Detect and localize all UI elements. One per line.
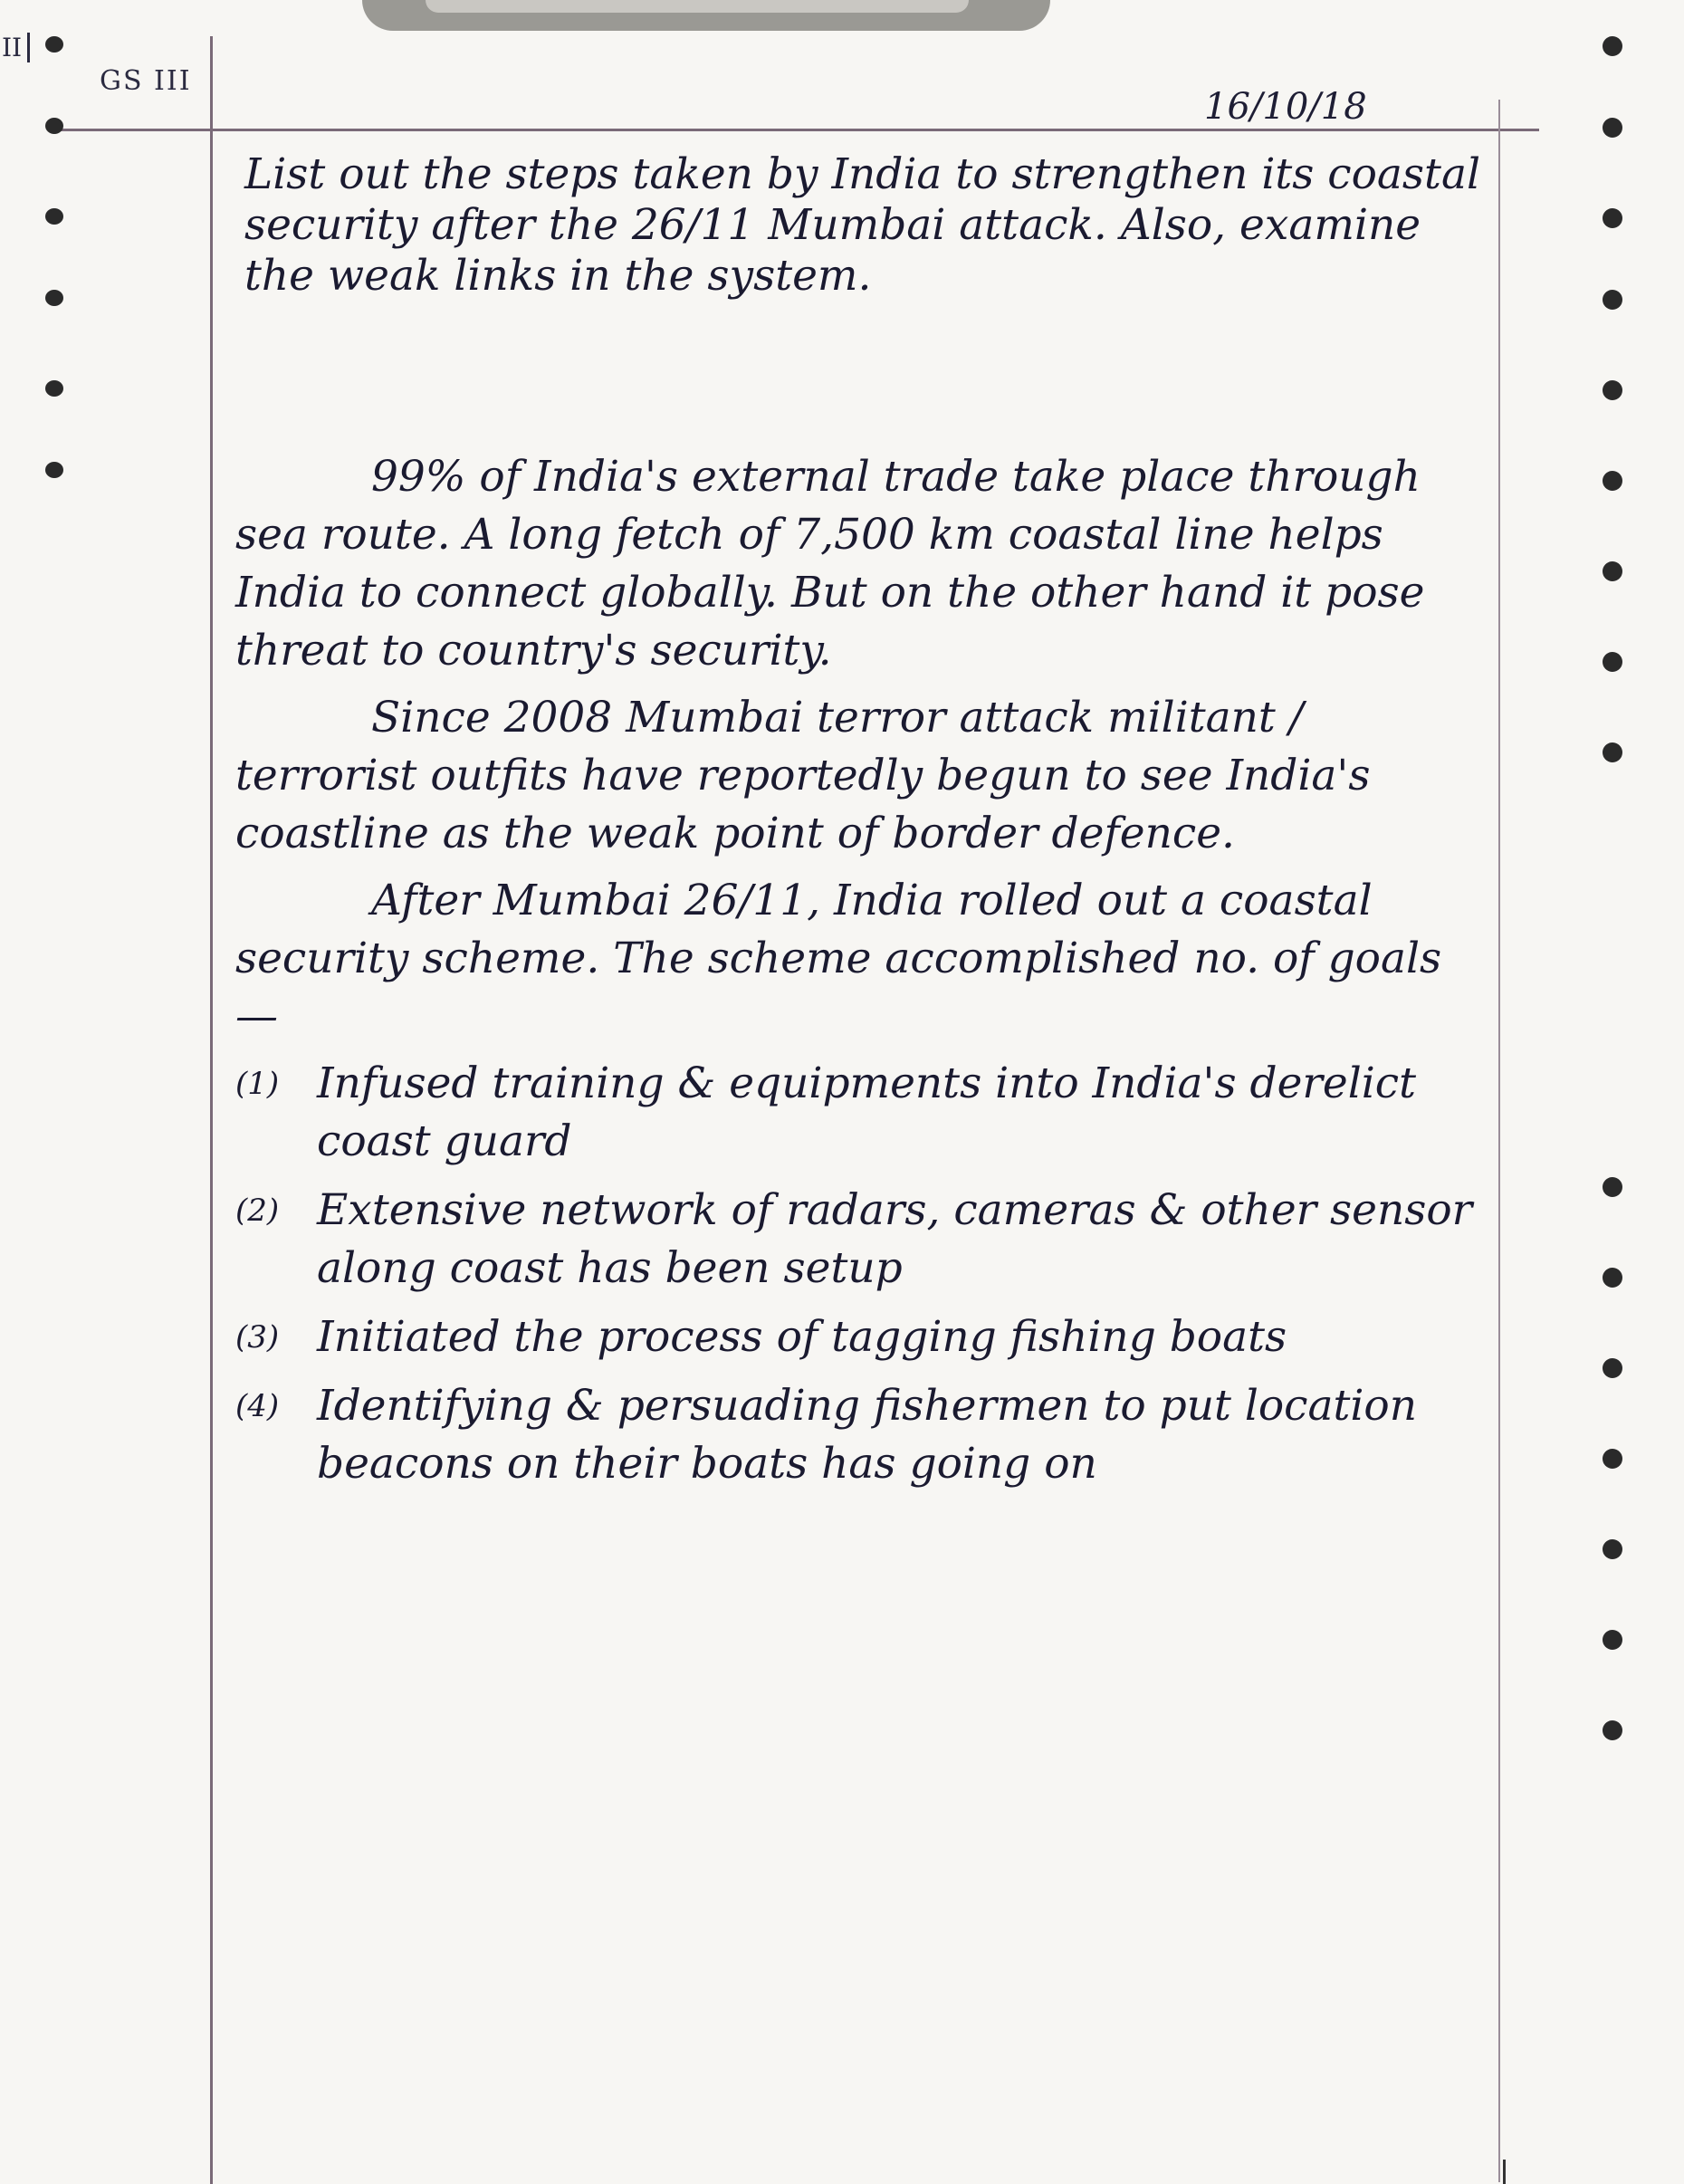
binding-hole — [1603, 380, 1622, 400]
goal-number: (1) — [235, 1066, 280, 1102]
entry-date: 16/10/18 — [1204, 86, 1367, 128]
binding-hole — [45, 208, 63, 225]
binder-clip-highlight — [426, 0, 969, 13]
goal-number: (2) — [235, 1193, 280, 1229]
goal-text: Infused training & equipments into India's derelict coast guard — [317, 1058, 1416, 1166]
goal-number: (3) — [235, 1319, 280, 1355]
binding-hole — [1603, 290, 1622, 310]
goal-text: Extensive network of radars, cameras & other sensor along coast has been setup — [317, 1185, 1473, 1293]
goal-item — [235, 1055, 1494, 1171]
goal-text: Identifying & persuading fishermen to put location beacons on their boats has going on — [317, 1381, 1417, 1489]
bottom-tick-mark — [1503, 2160, 1506, 2184]
binding-hole — [45, 290, 63, 306]
binding-hole — [1603, 1177, 1622, 1197]
goals-list — [235, 1055, 1494, 1493]
right-binding-holes — [1603, 0, 1639, 2184]
binding-hole — [1603, 208, 1622, 228]
binding-hole — [45, 36, 63, 53]
top-margin-line — [54, 129, 1539, 131]
binding-hole — [45, 380, 63, 397]
binding-hole — [1603, 118, 1622, 138]
right-margin-line — [1498, 100, 1500, 2182]
binding-hole — [1603, 1268, 1622, 1288]
question-text: List out the steps taken by India to strengthen its coastal security after the 26/11 Mumbai attack. Also, examine the weak links in the system. — [244, 149, 1480, 301]
goal-text: Initiated the process of tagging fishing boats — [317, 1312, 1287, 1362]
binding-hole — [1603, 561, 1622, 581]
left-margin-line — [210, 36, 213, 2184]
corner-label: II — [2, 33, 30, 62]
goal-number: (4) — [235, 1388, 280, 1424]
goal-item — [235, 1377, 1494, 1493]
answer-body — [235, 448, 1494, 1504]
answer-paragraph: Since 2008 Mumbai terror attack militant / terrorist outfits have reportedly begun to see India's coastline as the weak point of border defence. — [235, 693, 1371, 858]
goal-item — [235, 1308, 1494, 1366]
binding-hole — [1603, 742, 1622, 762]
binding-hole — [45, 118, 63, 134]
binding-hole — [1603, 1358, 1622, 1378]
binding-hole — [1603, 1449, 1622, 1469]
binding-hole — [1603, 471, 1622, 491]
binding-hole — [1603, 1720, 1622, 1740]
paper-label: GS III — [100, 65, 192, 97]
answer-paragraph: After Mumbai 26/11, India rolled out a coastal security scheme. The scheme accomplished no. of goals — — [235, 876, 1442, 1041]
answer-paragraph: 99% of India's external trade take place through sea route. A long fetch of 7,500 km coastal line helps India to connect globally. But on the other hand it pose threat to country's security. — [235, 452, 1425, 675]
binding-hole — [1603, 652, 1622, 672]
left-binding-holes — [45, 0, 81, 2184]
binding-hole — [1603, 1630, 1622, 1650]
binding-hole — [45, 462, 63, 478]
goal-item — [235, 1182, 1494, 1298]
binding-hole — [1603, 36, 1622, 56]
binding-hole — [1603, 1539, 1622, 1559]
